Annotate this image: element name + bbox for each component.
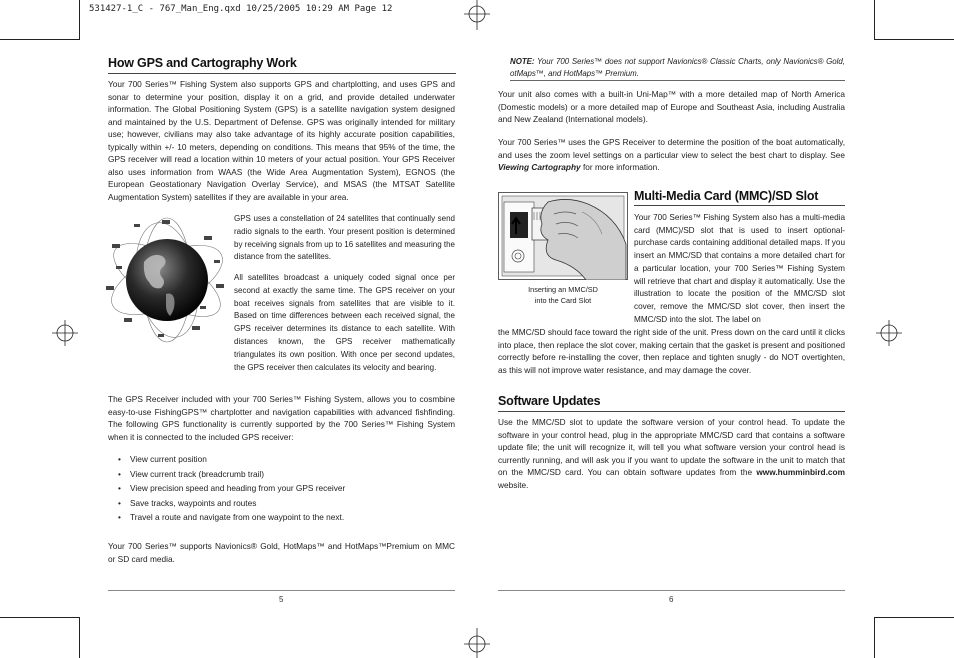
list-item: • View current track (breadcrumb trail) [108, 467, 455, 482]
file-slug: 531427-1_C - 767_Man_Eng.qxd 10/25/2005 10:29 AM Page 12 [89, 4, 393, 14]
registration-mark-top [462, 0, 492, 32]
heading-rule [108, 73, 456, 74]
footer-rule-left [108, 590, 455, 591]
gps-intro-paragraph: Your 700 Series™ Fishing System also supports GPS and chartplotting, and uses GPS and sonar to determine your position, display it on a grid, and provide detailed underwater information. The Global Positioning System (GPS) is a satellite navigation system designed and maintained by the U.S. Department of Defense. GPS was originally intended for military use; however, civilians may also take advantage of its highly accurate position capabilities, typically within +/- 10 meters, depending on conditions. This means that 95% of the time, the GPS receiver will read a location within 10 meters of your actual position. Your GPS Receiver also uses information from WAAS (the Wide Area Augmentation System), EGNOS (the European Geostationary Navigation Overlay Service), and MSAS (the MTSAT Satellite Augmentation System) satellites if they are available in your area. [108, 79, 455, 202]
page-number-right: 6 [669, 595, 674, 604]
list-item: • Save tracks, waypoints and routes [108, 496, 455, 511]
cartography-text-end: for more information. [580, 162, 660, 172]
heading-rule [498, 411, 845, 412]
crop-mark [0, 39, 80, 40]
software-text: Use the MMC/SD slot to update the software version of your control head. To update the software in your control head, plug in the appropriate MMC/SD card that contains a software update file; the unit will recognize it, will tell you what software version your control head is currently running, and will ask you if you want to update the software in the unit to match that on the MMC/SD card. You can obtain software updates from the [498, 417, 845, 477]
footer-rule-right [498, 590, 845, 591]
caption-line: Inserting an MMC/SD [528, 285, 598, 294]
mmc-card-slot-illustration [498, 192, 628, 280]
caption-line: into the Card Slot [534, 295, 592, 305]
list-item: • View current position [108, 452, 455, 467]
note-paragraph [510, 56, 845, 79]
gps-heading: How GPS and Cartography Work [108, 56, 297, 70]
viewing-cartography-link[interactable]: Viewing Cartography [498, 162, 581, 172]
crop-mark [874, 617, 954, 618]
list-item: • View precision speed and heading from your GPS receiver [108, 481, 455, 496]
mmc-figure-caption [498, 285, 628, 306]
mmc-heading: Multi-Media Card (MMC)/SD Slot [634, 189, 819, 203]
cartography-paragraph [498, 136, 845, 174]
list-item: • Travel a route and navigate from one waypoint to the next. [108, 510, 455, 525]
gps-signal-paragraph: All satellites broadcast a uniquely coded signal once per second at exactly the same time. The GPS receiver on your boat receives signals from satellites that are visible to it. Based on time differences between each received signal, the GPS receiver determines its distance to each satellite. With distances known, the GPS receiver mathematically triangulates its own position. With once per second updates, the GPS receiver then calculates its velocity and bearing. [234, 273, 455, 372]
software-updates-heading: Software Updates [498, 394, 601, 408]
software-text-end: website. [498, 479, 529, 490]
registration-mark-bottom [462, 628, 492, 658]
heading-rule [634, 205, 845, 206]
note-label: NOTE: [510, 57, 535, 66]
gps-receiver-paragraph: The GPS Receiver included with your 700 Series™ Fishing System, allows you to cosmbine easy-to-use FishingGPS™ chartplotter and navigation capabilities with advanced fishfinding. The following GPS functionality is currently supported by the 700 Series™ Fishing System when it is connected to the included GPS receiver: [108, 394, 455, 442]
crop-mark [874, 0, 875, 39]
mmc-paragraph: Your 700 Series™ Fishing System also has a multi-media card (MMC)/SD slot that is used to insert optional-purchase cards containing additional detailed maps. If you insert an MMC/SD that contains a more detailed chart for a particular location, your 700 Series™ Fishing System will retrieve that chart and display it automatically. Use the illustration to locate the position of the MMC/SD slot cover, remove the MMC/SD slot cover, then insert the MMC/SD into the slot. The label on [634, 213, 845, 324]
registration-mark-left [50, 318, 80, 348]
registration-mark-right [874, 318, 904, 348]
crop-mark [874, 39, 954, 40]
mmc-paragraph-continued: the MMC/SD should face toward the right side of the unit. Press down on the card until it clicks into place, then replace the slot cover, making certain that the gasket is present and positioned correctly before re-installing the cover, then replace and tighten snugly - do NOT overtighten, as this will not improve water resistance, and may damage the cover. [498, 327, 845, 375]
crop-mark [0, 617, 80, 618]
note-text: Your 700 Series™ does not support Navionics® Classic Charts, only Navionics® Gold, otMaps™, and HotMaps™ Premium. [510, 57, 845, 78]
gps-constellation-paragraph: GPS uses a constellation of 24 satellites that continually send radio signals to the earth. Your present position is determined by receiving signals from up to 16 satellites and measuring the distance from the satellites. [234, 214, 456, 262]
navionics-support-paragraph: Your 700 Series™ supports Navionics® Gold, HotMaps™ and HotMaps™Premium on MMC or SD card media. [108, 541, 455, 564]
crop-mark [79, 618, 80, 658]
unimap-paragraph: Your unit also comes with a built-in Uni-Map™ with a more detailed map of North America (Domestic models) or a more detailed map of Europe and Southeast Asia, including Australia and New Zealand (International models). [498, 89, 845, 124]
humminbird-website-link[interactable]: www.humminbird.com [756, 467, 845, 477]
crop-mark [79, 0, 80, 39]
page-number-left: 5 [279, 595, 284, 604]
gps-feature-list [108, 452, 455, 525]
note-rule [510, 80, 845, 81]
crop-mark [874, 618, 875, 658]
cartography-text: Your 700 Series™ uses the GPS Receiver to determine the position of the boat automatically, and uses the zoom level settings on a particular view to select the best chart to display. See [498, 137, 845, 160]
software-updates-paragraph [498, 416, 845, 491]
gps-satellite-globe-illustration [104, 214, 230, 344]
